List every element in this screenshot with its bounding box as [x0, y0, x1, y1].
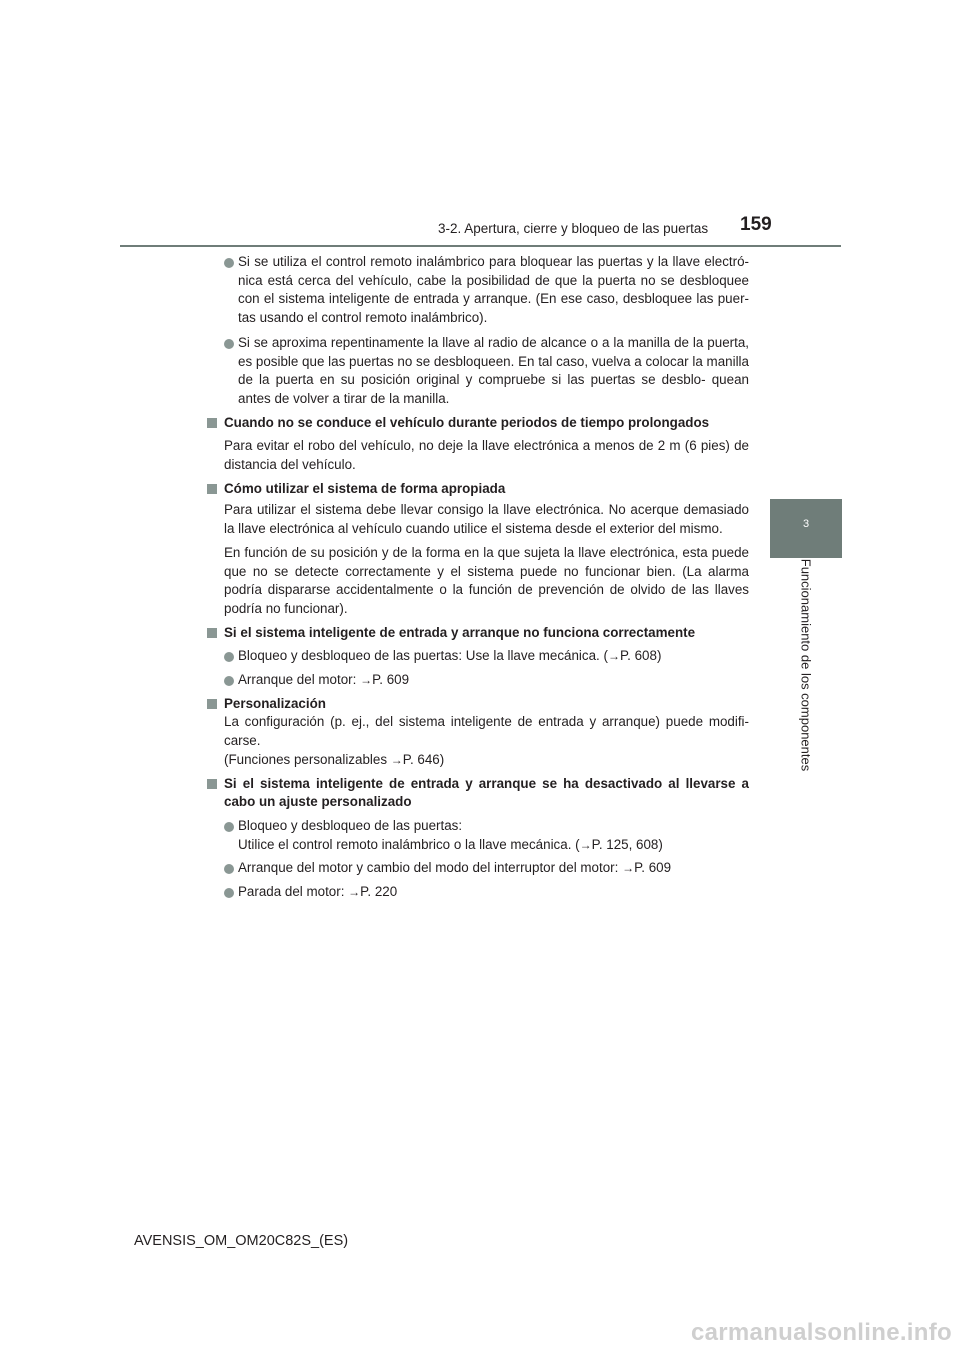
section-title: 3-2. Apertura, cierre y bloqueo de las puertas [438, 221, 709, 236]
bullet-item: Arranque del motor y cambio del modo del interruptor del motor: →P. 609 [207, 859, 749, 878]
bullet-item: Si se aproxima repentinamente la llave al radio de alcance o a la manilla de la puerta, es posible que las puertas no se desbloqueen. En tal caso, vuelva a colocar la manilla de la puerta en su posición original y compruebe si las puertas se desblo- quean antes de volver a tirar de la manilla. [207, 334, 749, 409]
bullet-item: Bloqueo y desbloqueo de las puertas: Use la llave mecánica. (→P. 608) [207, 647, 749, 666]
paragraph: Para evitar el robo del vehículo, no deje la llave electrónica a menos de 2 m (6 pies) de distancia del vehículo. [224, 438, 749, 473]
bullet-item: Si se utiliza el control remoto inalámbrico para bloquear las puertas y la llave electró- nica está cerca del vehículo, cabe la posibilidad de que la puerta no se desbloquee con el sistema inteligente de entrada y arranque. (En ese caso, desbloquee las puer- tas usando el control remoto inalámbrico). [207, 253, 749, 328]
arrow-icon: → [390, 752, 403, 767]
paragraph: La configuración (p. ej., del sistema inteligente de entrada y arranque) puede modifi- carse. (Funciones personalizables →P. 646) [224, 714, 749, 767]
arrow-icon: → [348, 885, 361, 900]
arrow-icon: → [607, 649, 620, 664]
chapter-label: Funcionamiento de los componentes [798, 558, 814, 772]
document-code: AVENSIS_OM_OM20C82S_(ES) [134, 1233, 349, 1249]
square-bullet-icon [207, 699, 217, 709]
bullet-item: Bloqueo y desbloqueo de las puertas: Utilice el control remoto inalámbrico o la llave mecánica. (→P. 125, 608) [207, 817, 749, 854]
page-number: 159 [740, 214, 772, 235]
arrow-icon: → [579, 837, 592, 852]
paragraph: En función de su posición y de la forma en la que sujeta la llave electrónica, esta puede que no se detecte correctamente y el sistema puede no funcionar bien. (La alarma podría dispararse accidentalmente o la función de prevención de olvido de las llaves podría no funcionar). [224, 544, 749, 616]
bullet-icon [224, 822, 234, 832]
bullet-icon [224, 258, 234, 268]
square-bullet-icon [207, 484, 217, 494]
arrow-icon: → [360, 673, 373, 688]
bullet-icon [224, 339, 234, 349]
bullet-icon [224, 676, 234, 686]
square-bullet-icon [207, 779, 217, 789]
square-bullet-icon [207, 418, 217, 428]
header-divider [120, 245, 841, 247]
subheading: Personalización [207, 695, 749, 714]
chapter-number: 3 [802, 518, 810, 530]
watermark: carmanualsonline.info [690, 1319, 952, 1346]
subheading: Cómo utilizar el sistema de forma apropiada [207, 480, 749, 499]
subheading: Si el sistema inteligente de entrada y arranque se ha desactivado al llevarse a cabo un ajuste personalizado [207, 775, 749, 812]
subheading: Si el sistema inteligente de entrada y arranque no funciona correctamente [207, 624, 749, 643]
square-bullet-icon [207, 628, 217, 638]
chapter-tab [770, 499, 842, 558]
bullet-item: Arranque del motor: →P. 609 [207, 671, 749, 690]
subheading: Cuando no se conduce el vehículo durante periodos de tiempo prolongados [207, 414, 749, 433]
page-content [207, 253, 749, 902]
arrow-icon: → [622, 861, 635, 876]
paragraph: Para utilizar el sistema debe llevar consigo la llave electrónica. No acerque demasiado la llave electrónica al vehículo cuando utilice el sistema desde el exterior del mismo. [224, 502, 749, 537]
bullet-item: Parada del motor: →P. 220 [207, 883, 749, 902]
